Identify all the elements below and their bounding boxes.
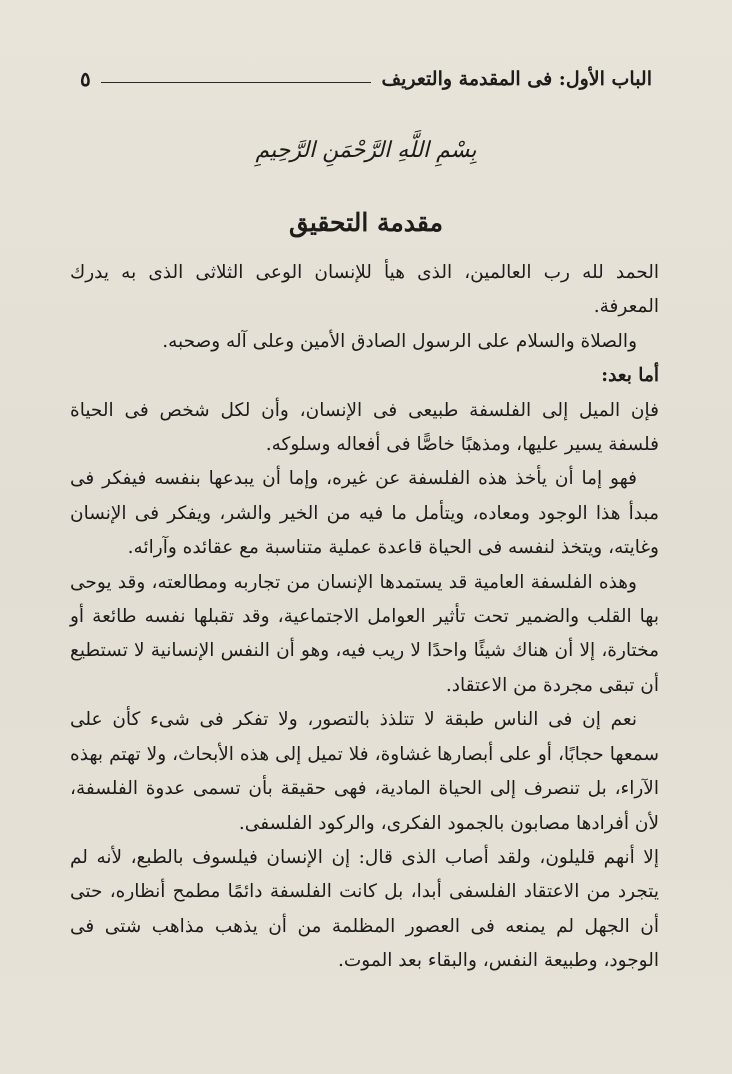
- paragraph: فإن الميل إلى الفلسفة طبيعى فى الإنسان، وأن لكل شخص فى الحياة فلسفة يسير عليها، ومذهبًا خاصًّا فى أفعاله وسلوكه.: [70, 399, 659, 456]
- paragraph: أما بعد:: [601, 365, 659, 387]
- running-header: [80, 62, 652, 96]
- paragraph: إلا أنهم قليلون، ولقد أصاب الذى قال: إن الإنسان فيلسوف بالطبع، لأنه لم يتجرد من الاعتقاد الفلسفى أبدا، بل كانت الفلسفة دائمًا مطمح أنظاره، حتى أن الجهل لم يمنعه فى العصور المظلمة من أن يذهب مذاهب شتى فى الوجود، وطبيعة النفس، والبقاء بعد الموت.: [70, 846, 659, 972]
- body-text: [70, 256, 659, 979]
- chapter-title: الباب الأول: فى المقدمة والتعريف: [381, 68, 652, 90]
- paragraph: نعم إن فى الناس طبقة لا تتلذذ بالتصور، ولا تفكر فى شىء كأن على سمعها حجابًا، أو على أبصارها غشاوة، فلا تميل إلى هذه الأبحاث، ولا تهتم بهذه الآراء، بل تنصرف إلى الحياة المادية، فهى حقيقة بأن تسمى عدوة الفلسفة، لأن أفرادها مصابون بالجمود الفكرى، والركود الفلسفى.: [70, 709, 659, 834]
- section-title: مقدمة التحقيق: [289, 208, 443, 237]
- paragraph: فهو إما أن يأخذ هذه الفلسفة عن غيره، وإما أن يبدعها بنفسه فيفكر فى مبدأ هذا الوجود ومعاده، ويتأمل ما فيه من الخير والشر، ويفكر فى الإنسان وغايته، ويتخذ لنفسه فى الحياة قاعدة عملية متناسبة مع عقائده وآرائه.: [70, 468, 659, 559]
- paragraph: الحمد لله رب العالمين، الذى هيأ للإنسان الوعى الثلاثى الذى به يدرك المعرفة.: [70, 262, 659, 318]
- page-number: ٥: [80, 67, 91, 91]
- header-rule: [101, 82, 372, 83]
- basmala: بِسْمِ اللَّهِ الرَّحْمَنِ الرَّحِيمِ: [255, 138, 477, 163]
- paragraph: وهذه الفلسفة العامية قد يستمدها الإنسان من تجاربه ومطالعته، وقد يوحى بها القلب والضمير تحت تأثير العوامل الاجتماعية، وقد تقبلها نفسه طائعة أو مختارة، إلا أن هناك شيئًا واحدًا لا ريب فيه، وهو أن النفس الإنسانية لا تستطيع أن تبقى مجردة من الاعتقاد.: [70, 571, 659, 696]
- paragraph: والصلاة والسلام على الرسول الصادق الأمين وعلى آله وصحبه.: [162, 330, 637, 352]
